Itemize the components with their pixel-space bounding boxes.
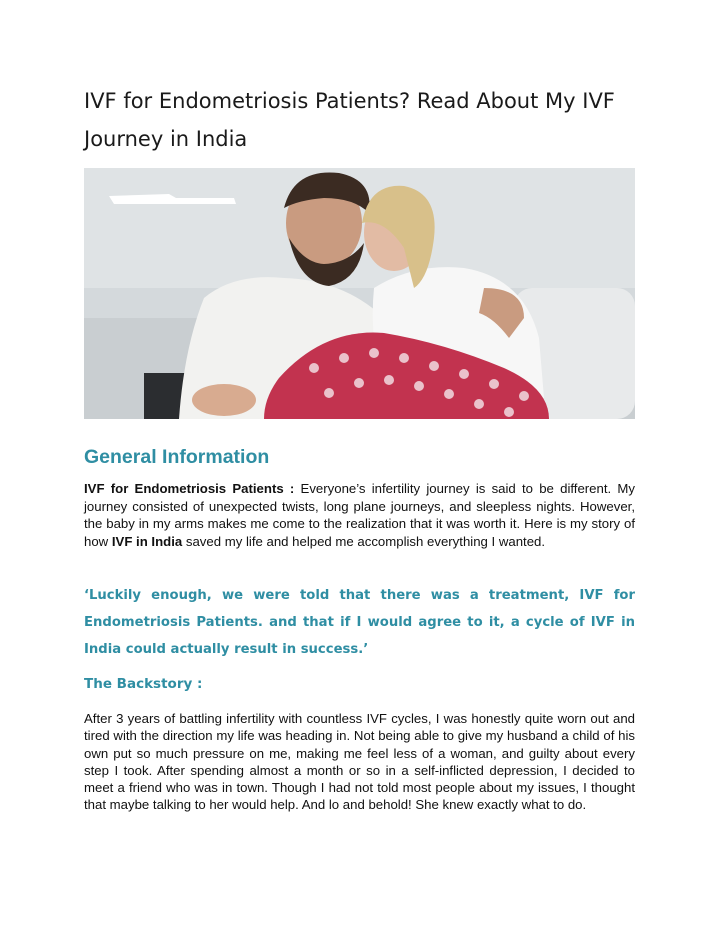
backstory-paragraph: After 3 years of battling infertility with countless IVF cycles, I was honestly quite worn out and tired with the direction my life was heading in. Not being able to give my husband a child of his own put so much pressure on me, making me feel less of a woman, and guilty about every step I took. After spending almost a month or so in a self-inflicted depression, I decided to meet a friend who was in town. Though I had not told most people about my issues, I thought that maybe talking to her would help. And lo and behold! She knew exactly what to do. bbox=[84, 711, 635, 813]
intro-text-2: saved my life and helped me accomplish everything I wanted. bbox=[182, 533, 546, 549]
pull-quote: ‘Luckily enough, we were told that there was a treatment, IVF for Endometriosis Patients. and that if I would agree to it, a cycle of IVF in India could actually result in success.’ bbox=[84, 588, 635, 657]
backstory-heading: The Backstory : bbox=[84, 676, 203, 692]
ivf-india-link[interactable]: IVF in India bbox=[111, 533, 183, 549]
section-heading: General Information bbox=[84, 446, 270, 468]
couple-photo-illustration bbox=[84, 168, 635, 419]
intro-text-1: Everyone’s infertility journey is said to be different. My journey consisted of unexpected twists, long plane journeys, and sleepless nights. However, the baby in my arms makes me come to the realization that it was worth it. Here is my story of how bbox=[84, 481, 635, 549]
intro-paragraph bbox=[84, 480, 635, 550]
couple-photo bbox=[84, 168, 635, 419]
intro-lead: IVF for Endometriosis Patients : bbox=[84, 481, 295, 496]
page-title: IVF for Endometriosis Patients? Read About My IVF Journey in India bbox=[84, 89, 615, 151]
